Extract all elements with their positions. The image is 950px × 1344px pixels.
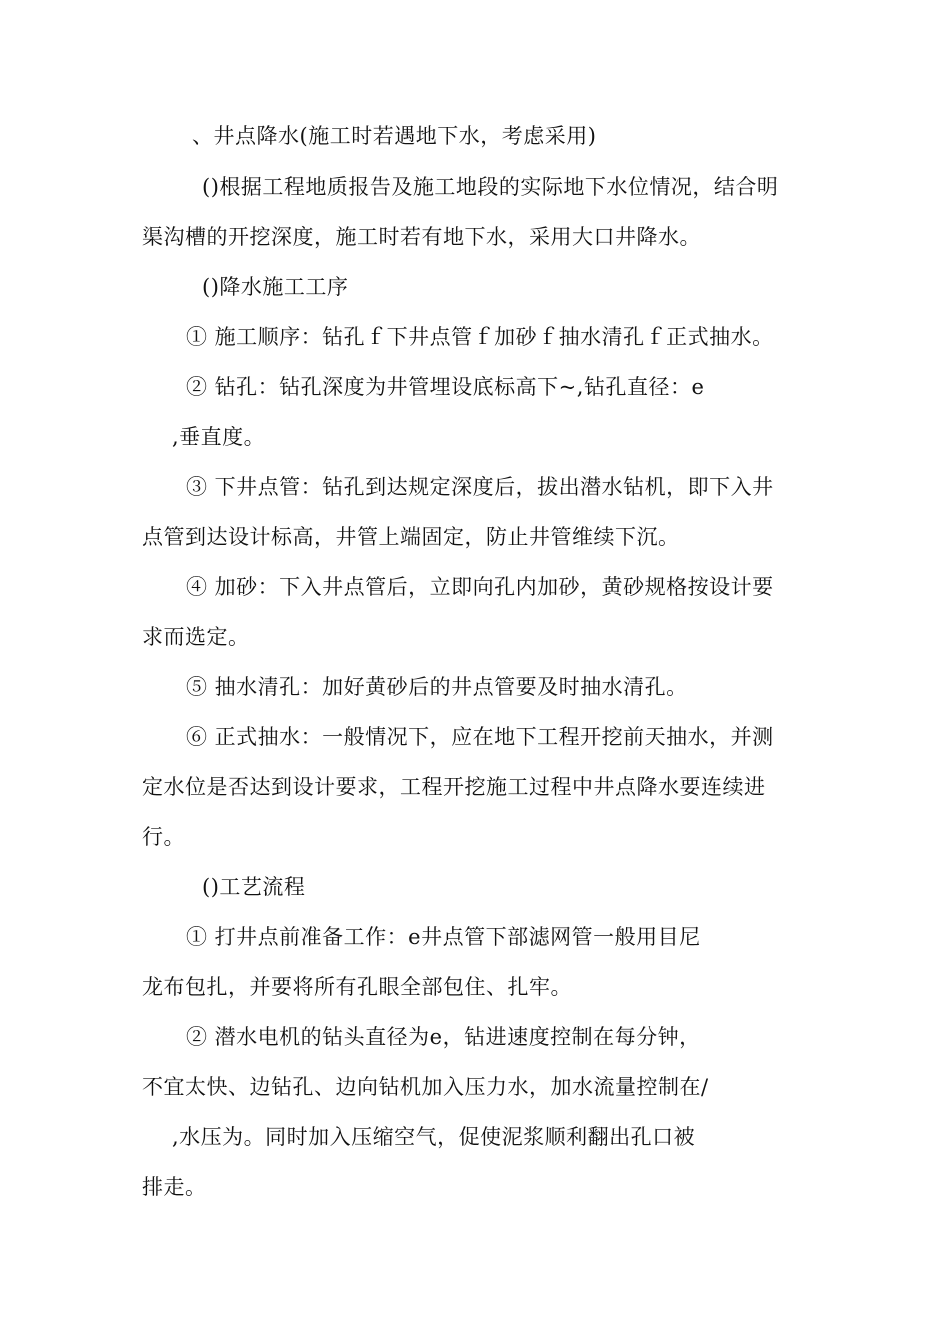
list-item-step-2: ② 钻孔：钻孔深度为井管埋设底标高下~,钻孔直径：e [186, 375, 705, 399]
paragraph-line: 龙布包扎，并要将所有孔眼全部包住、扎牢。 [142, 975, 572, 999]
list-item-step-3: ③ 下井点管：钻孔到达规定深度后，拔出潜水钻机，即下入井 [186, 475, 774, 499]
paragraph-line: 点管到达设计标高，井管上端固定，防止井管维续下沉。 [142, 525, 680, 549]
paragraph-line: ,垂直度。 [172, 425, 266, 449]
section-heading-well-dewatering: 、井点降水(施工时若遇地下水，考虑采用) [192, 124, 597, 148]
list-item-step-4: ④ 加砂：下入井点管后，立即向孔内加砂，黄砂规格按设计要 [186, 575, 774, 599]
paragraph-line: 定水位是否达到设计要求，工程开挖施工过程中井点降水要连续进 [142, 775, 766, 799]
subsection-heading-procedure: ()降水施工工序 [202, 275, 349, 299]
list-item-step-6: ⑥ 正式抽水：一般情况下，应在地下工程开挖前天抽水，并测 [186, 725, 774, 749]
paragraph-line: 不宜太快、边钻孔、边向钻机加入压力水，加水流量控制在/ [142, 1075, 709, 1099]
list-item-flow-2: ② 潜水电机的钻头直径为e，钻进速度控制在每分钟， [186, 1025, 701, 1049]
subsection-heading-process-flow: ()工艺流程 [202, 875, 306, 899]
list-item-step-5: ⑤ 抽水清孔：加好黄砂后的井点管要及时抽水清孔。 [186, 675, 688, 699]
paragraph-line: 求而选定。 [142, 625, 250, 649]
paragraph-line: 渠沟槽的开挖深度，施工时若有地下水，采用大口井降水。 [142, 225, 701, 249]
paragraph-line: 排走。 [142, 1175, 207, 1199]
list-item-step-1: ① 施工顺序：钻孔ｆ下井点管ｆ加砂ｆ抽水清孔ｆ正式抽水。 [186, 325, 774, 349]
paragraph-line: 行。 [142, 825, 185, 849]
paragraph-line: ()根据工程地质报告及施工地段的实际地下水位情况，结合明 [202, 175, 779, 199]
list-item-flow-1: ① 打井点前准备工作：e井点管下部滤网管一般用目尼 [186, 925, 701, 949]
paragraph-line: ,水压为。同时加入压缩空气，促使泥浆顺利翻出孔口被 [172, 1125, 696, 1149]
